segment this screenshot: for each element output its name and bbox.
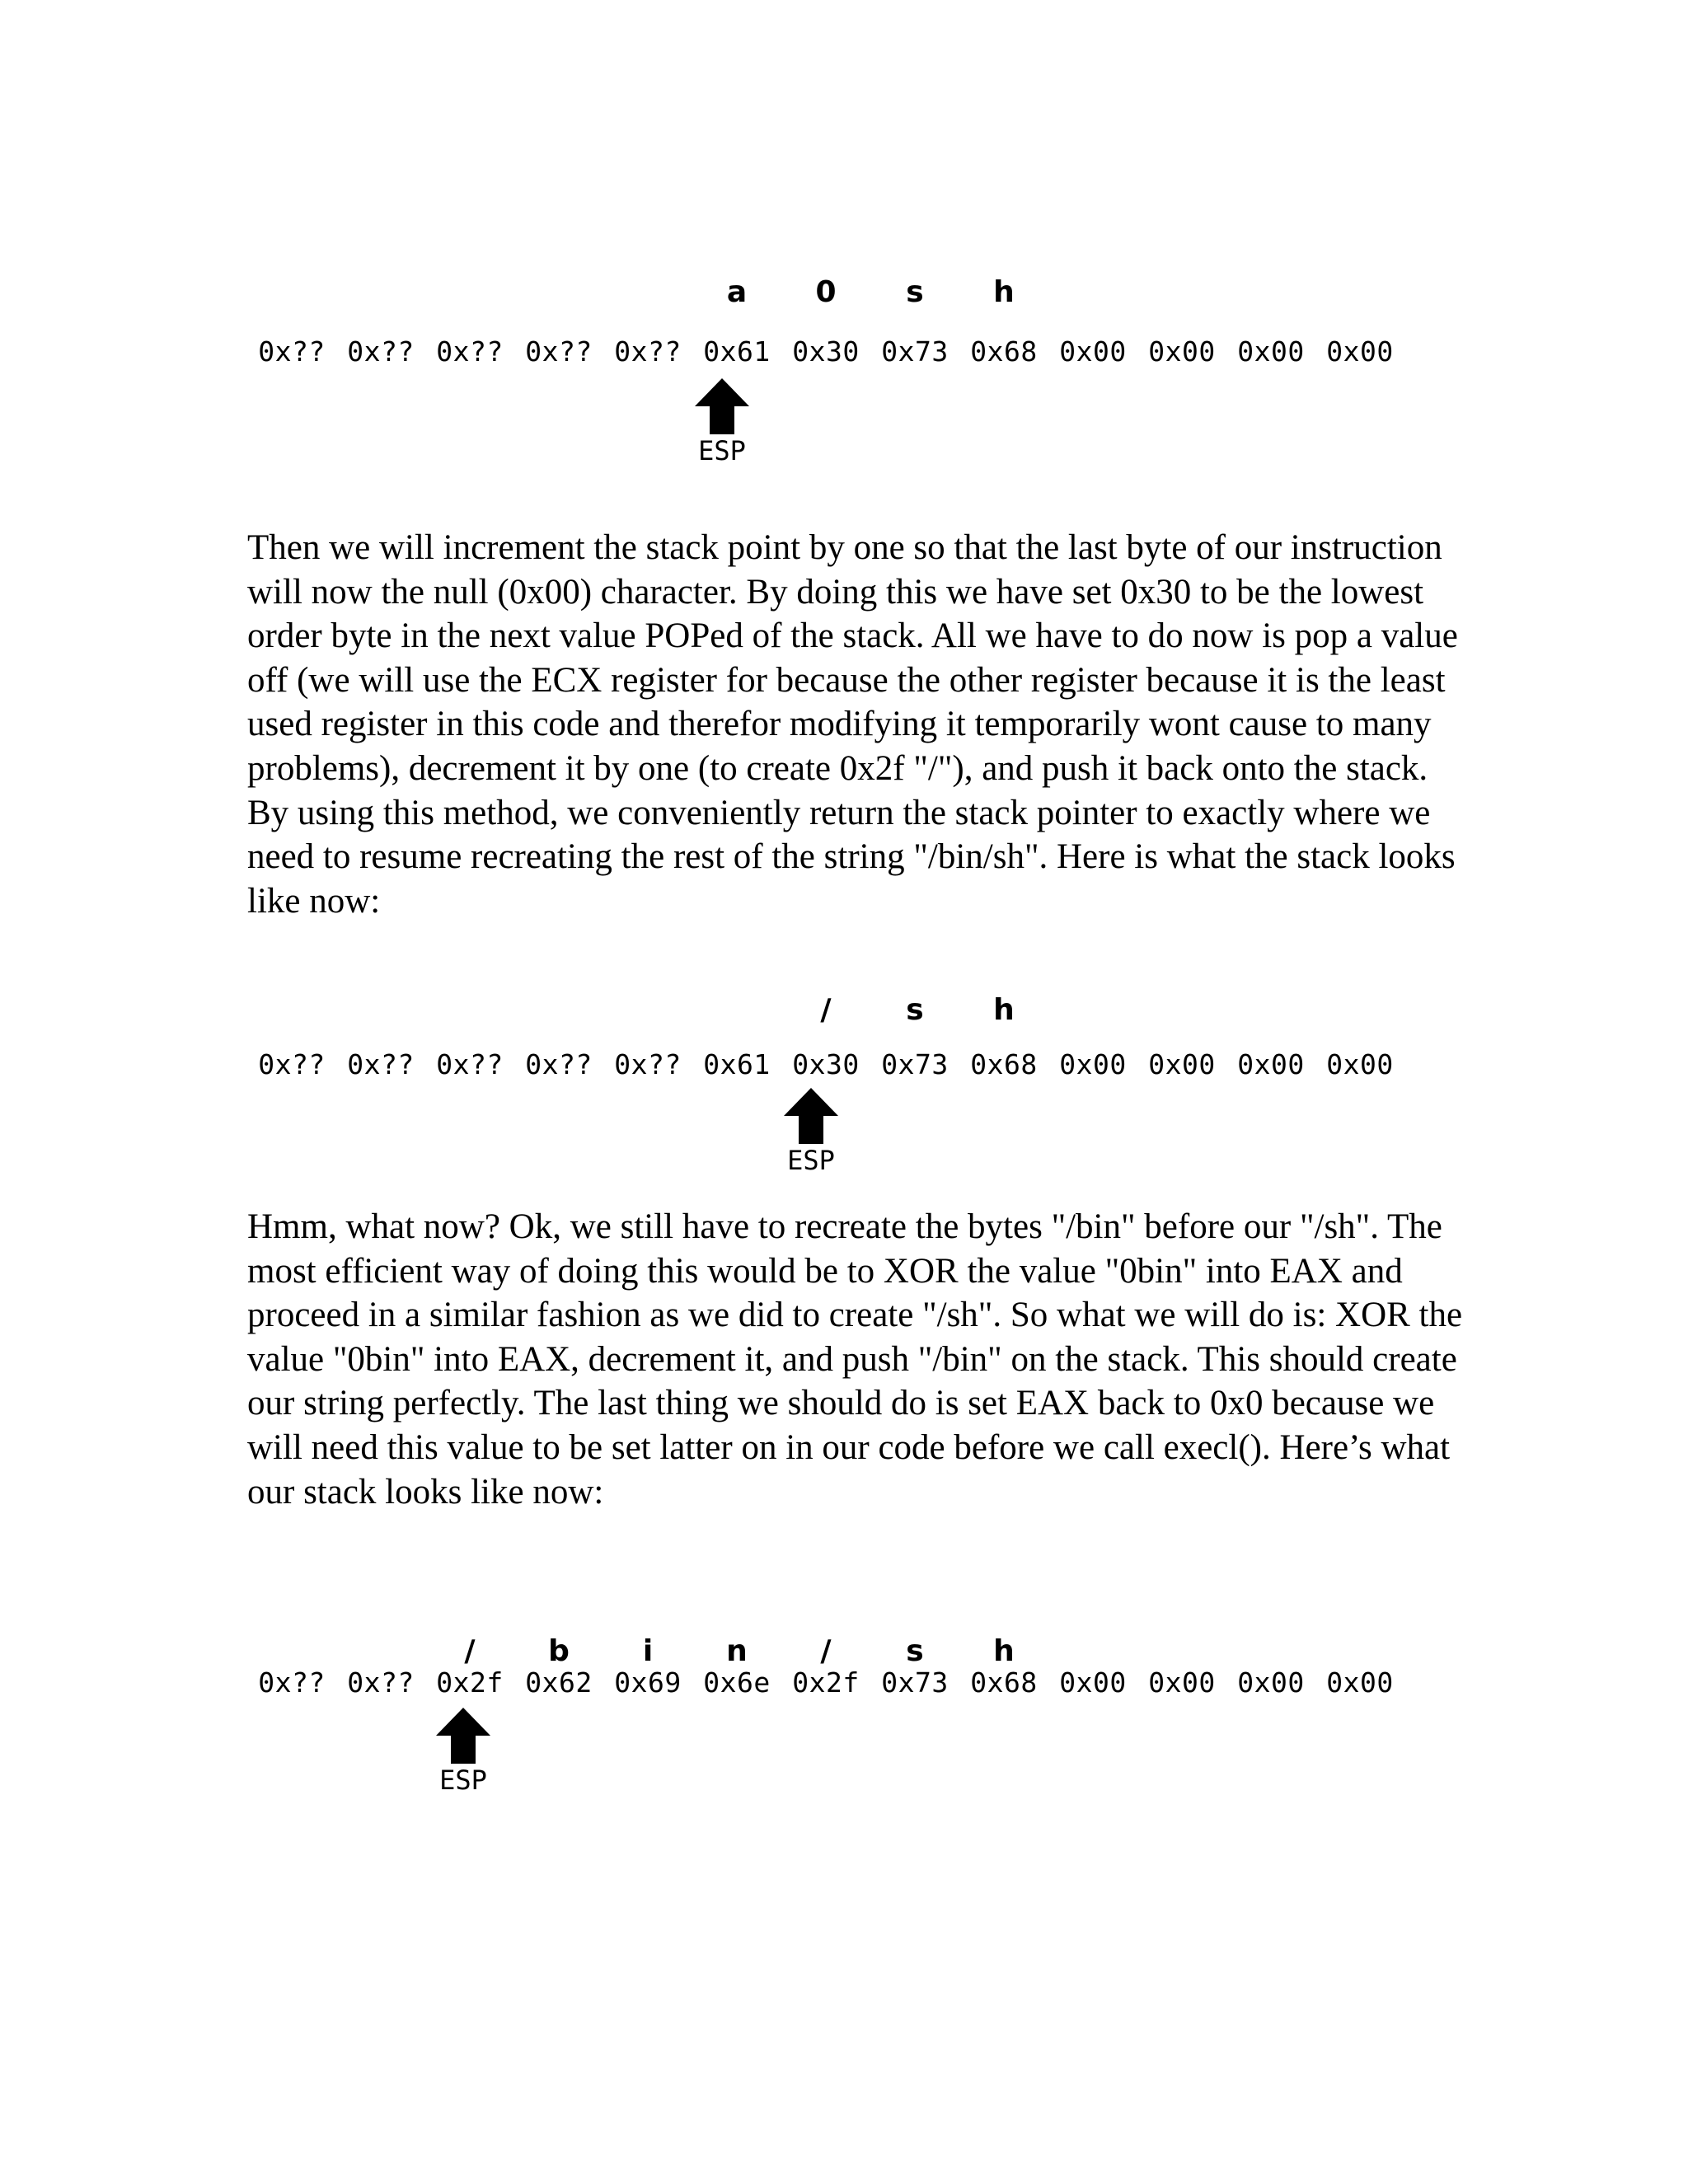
byte-cell: 0x68 (970, 1666, 1038, 1699)
byte-cell: 0x00 (1326, 335, 1394, 368)
byte-cell: 0x00 (1148, 1666, 1216, 1699)
byte-cell: 0x73 (881, 1666, 949, 1699)
byte-cell: 0x00 (1059, 1048, 1127, 1080)
byte-cell: 0x?? (258, 335, 326, 368)
char-cell: a (726, 275, 748, 309)
byte-cell: 0x?? (347, 1048, 415, 1080)
byte-cell: 0x62 (525, 1666, 593, 1699)
esp-pointer (767, 1086, 856, 1175)
char-cell: h (993, 275, 1015, 309)
byte-cell: 0x00 (1237, 335, 1305, 368)
byte-cell: 0x?? (614, 335, 682, 368)
byte-cell: 0x?? (347, 1666, 415, 1699)
byte-cell: 0x00 (1059, 1666, 1127, 1699)
esp-label: ESP (698, 435, 746, 466)
byte-cell: 0x?? (258, 1048, 326, 1080)
byte-cell: 0x73 (881, 1048, 949, 1080)
byte-cell: 0x00 (1237, 1666, 1305, 1699)
char-cell: n (726, 1634, 748, 1668)
char-cell: h (993, 1634, 1015, 1668)
byte-cell: 0x00 (1326, 1666, 1394, 1699)
paragraph-increment-stack: Then we will increment the stack point by one so that the last byte of our instruction will now the null (0x00) character. By doing this we have set 0x30 to be the lowest order byte in the next value POPed of the stack. All we have to do now is pop a value off (we will use the ECX register for because the other register because it is the least used register in this code and therefor modifying it temporarily wont cause to many problems), decrement it by one (to create 0x2f "/"), and push it back onto the stack. By using this method, we conveniently return the stack pointer to exactly where we need to resume recreating the rest of the string "/bin/sh". Here is what the stack looks like now: (247, 528, 1458, 921)
byte-cell: 0x61 (703, 1048, 771, 1080)
esp-pointer (419, 1706, 508, 1795)
byte-cell: 0x?? (347, 335, 415, 368)
char-cell: / (464, 1634, 476, 1668)
byte-cell: 0x00 (1237, 1048, 1305, 1080)
byte-cell: 0x30 (792, 1048, 860, 1080)
paragraph-recreate-bin: Hmm, what now? Ok, we still have to recreate the bytes "/bin" before our "/sh". The most efficient way of doing this would be to XOR the value "0bin" into EAX and proceed in a similar fashion as we did to create "/sh". So what we will do is: XOR the value "0bin" into EAX, decrement it, and push "/bin" on the stack. This should create our string perfectly. The last thing we should do is set EAX back to 0x0 because we will need this value to be set latter on in our code before we call execl(). Here’s what our stack looks like now: (247, 1207, 1463, 1511)
up-arrow-icon (434, 1706, 492, 1765)
byte-cell: 0x2f (436, 1666, 504, 1699)
char-cell: s (906, 1634, 924, 1668)
char-cell: i (642, 1634, 654, 1668)
byte-cell: 0x?? (436, 335, 504, 368)
byte-cell: 0x00 (1059, 335, 1127, 368)
up-arrow-icon (782, 1086, 840, 1146)
byte-cell: 0x73 (881, 335, 949, 368)
esp-label: ESP (439, 1765, 487, 1796)
byte-cell: 0x69 (614, 1666, 682, 1699)
byte-cell: 0x?? (258, 1666, 326, 1699)
char-cell: b (548, 1634, 570, 1668)
char-cell: / (820, 1634, 832, 1668)
byte-cell: 0x?? (525, 335, 593, 368)
byte-cell: 0x6e (703, 1666, 771, 1699)
byte-cell: 0x?? (436, 1048, 504, 1080)
char-cell: s (906, 993, 924, 1027)
byte-cell: 0x?? (525, 1048, 593, 1080)
byte-cell: 0x61 (703, 335, 771, 368)
esp-pointer (678, 377, 767, 466)
byte-cell: 0x30 (792, 335, 860, 368)
byte-cell: 0x00 (1326, 1048, 1394, 1080)
esp-label: ESP (787, 1145, 835, 1176)
char-cell: s (906, 275, 924, 309)
byte-cell: 0x00 (1148, 1048, 1216, 1080)
byte-cell: 0x68 (970, 335, 1038, 368)
up-arrow-icon (693, 377, 751, 436)
byte-cell: 0x00 (1148, 335, 1216, 368)
byte-cell: 0x68 (970, 1048, 1038, 1080)
char-cell: / (820, 993, 832, 1027)
byte-cell: 0x?? (614, 1048, 682, 1080)
char-cell: 0 (815, 275, 837, 309)
byte-cell: 0x2f (792, 1666, 860, 1699)
char-cell: h (993, 993, 1015, 1027)
